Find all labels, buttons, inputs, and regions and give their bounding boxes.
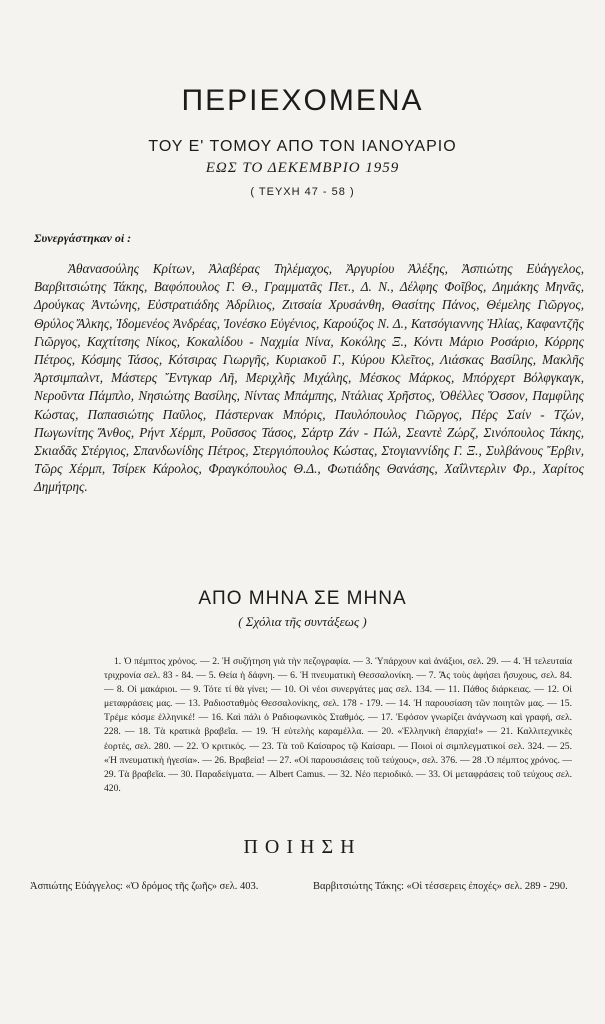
month-section-text: 1. Ὁ πέμπτος χρόνος. — 2. Ἡ συζήτηση γιὰ τὴν πεζογραφία. — 3. Ὑπάρχουν καὶ ἀνάξιοι, σελ. 29. — 4. Ἡ τελευταία τριχρονία σελ. 83 - 84. — 5. Θεία ἡ δάφνη. — 6. Ἡ πνευματικὴ Θεσσαλονίκη. — 7. Ἂς τοὺς ἀφήσει ἥσυχους, σελ. 84. — 8. Οἱ μακάριοι. — 9. Τότε τί θὰ γίνει; — 10. Οἱ νέοι συνεργάτες μας σελ. 134. — 11. Πάθος διάρκειας. — 12. Οἱ μεταφράσεις μας. — 13. Ραδιοσταθμὸς Θεσσαλονίκης, σελ. 178 - 179. — 14. Ἡ παρουσίαση τῶν ποιητῶν μας. — 15. Τρέμε κόσμε ἑλληνικέ! — 16. Καὶ πάλι ὁ Ραδιοφωνικὸς Σταθμός. — 17. Ἐφόσον γνωρίζει ἀνάγνωση καὶ γραφή, σελ. 228. — 18. Τὰ κρατικὰ βραβεῖα. — 19. Ἡ εὐτελὴς καραμέλλα. — 20. «Ἑλληνικὴ ἐπαρχία!» — 21. Καλλιτεχνικὲς ἑορτές, σελ. 280. — 22. Ὁ κριτικός. — 23. Τὰ τοῦ Καίσαρος τῷ Καίσαρι. — Ποιοὶ οἱ σιμπλεγματικοί σελ. 324. — 25. «Ἡ πνευματικὴ ἡγεσία». — 26. Βραβεία! — 27. «Οἱ παρουσιάσεις τοῦ τεύχους», σελ. 376. — 28 .Ὁ πέμπτος χρόνος. — 29. Τὰ βραβεῖα. — 30. Παραδείγματα. — Albert Camus. — 32. Νέο περιοδικό. — 33. Οἱ μεταφράσεις τοῦ τεύχους σελ. 420. bbox=[104, 656, 572, 794]
month-section-subtitle: ( Σχόλια τῆς συντάξεως ) bbox=[238, 614, 367, 629]
contributors-list: Ἀθανασούλης Κρίτων, Ἀλαβέρας Τηλέμαχος, Ἀργυρίου Ἀλέξης, Ἀσπιώτης Εὐάγγελος, Βαρβιτσιώτης Τάκης, Βαφόπουλος Γ. Θ., Γραμματᾶς Πετ., Δ. Ν., Δέλφης Φοῖβος, Δημάκης Μηνᾶς, Δρούγκας Ἀντώνης, Εὐστρατιάδης Ἀδρίλιος, Ζιτσαία Χρυσάνθη, Θασίτης Πάνος, Θέμελης Γιῶργος, Θρύλος Ἄλκης, Ἰδομενέος Ἀνδρέας, Ἰονέσκο Εὐγένιος, Καρούζος Ν. Δ., Κατσόγιαννης Ἠλίας, Καφαντζῆς Γιῶργος, Καχτίτσης Νίκος, Κοκαλίδου - Ναχμία Νίνα, Κοκόλης Ξ., Κόντι Μάριο Ροσάριο, Κόρρης Πέτρος, Κόσμης Τάσος, Κότσιρας Γιωργῆς, Κυριακοῦ Γ., Κύρου Κλεῖτος, Λιάσκας Βασίλης, Μακλῆς Ἀρτσιμπαλντ, Μάστερς Ἔντγκαρ Λῆ, Μεριχλῆς Μιχάλης, Μέσκος Μάρκος, Μπόρχερτ Βόλφγκαγκ, Νεροῦντα Πάμπλο, Νησιώτης Βασίλης, Νίντας Μπάμπης, Ντάλιας Χρῆστος, Ὀθέλλες Ὄσσον, Παμφίλης Κώστας, Παπασιώτης Παῦλος, Πάστερνακ Μπόρις, Παυλόπουλος Γιῶργος, Πέρς Σαίν - Τζών, Πωγωνίτης Ἄνθος, Ρήντ Χέρμπ, Ροῦσσος Τάσος, Σάρτρ Ζάν - Πώλ, Σεαντὲ Ζώρζ, Σινόπουλος Τάκης, Σκιαδᾶς Στέργιος, Σπανδωνίδης Πέτρος, Στεργιόπουλος Κώστας, Στογιαννίδης Γ. Ξ., Συλβάνους Ἔρβιν, Τῶρς Χέρμπ, Τσίρεκ Κάρολος, Φραγκόπουλος Θ.Δ., Φωτιάδης Θανάσης, Χαΐλντερλιν Φρ., Χαρίτος Δημήτρης. bbox=[34, 261, 584, 495]
poetry-entry-text: Βαρβιτσιώτης Τάκης: «Οἱ τέσσερεις ἐποχές» σελ. 289 - 290. bbox=[313, 881, 568, 892]
issues-range: ( ΤΕΥΧΗ 47 - 58 ) bbox=[250, 186, 355, 198]
poetry-entry-text: Ἀσπιώτης Εὐάγγελος: «Ὁ δρόμος τῆς ζωῆς» σελ. 403. bbox=[30, 881, 259, 892]
month-section-title: ΑΠΟ ΜΗΝΑ ΣΕ ΜΗΝΑ bbox=[198, 588, 407, 609]
contributors-label: Συνεργάστηκαν οἱ : bbox=[34, 231, 132, 245]
date-range-subtitle: ΕΩΣ ΤΟ ΔΕΚΕΜΒΡΙΟ 1959 bbox=[205, 160, 400, 176]
poetry-section-title: ΠΟΙΗΣΗ bbox=[243, 836, 362, 858]
poetry-entry-right bbox=[313, 880, 575, 895]
volume-subtitle: ΤΟΥ Ε' ΤΟΜΟΥ ΑΠΟ ΤΟΝ ΙΑΝΟΥΑΡΙΟ bbox=[148, 138, 457, 155]
page-title: ΠΕΡΙΕΧΟΜΕΝΑ bbox=[181, 84, 424, 117]
poetry-entry-left bbox=[30, 880, 288, 895]
